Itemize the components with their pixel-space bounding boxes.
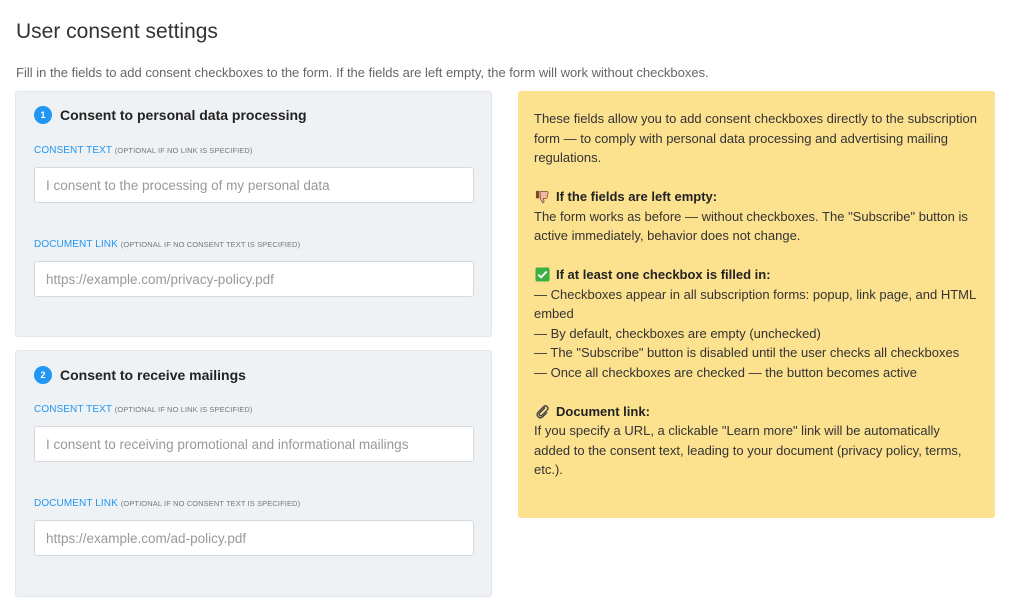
check-mark-icon bbox=[534, 267, 550, 283]
info-empty-title: If the fields are left empty: bbox=[556, 189, 718, 204]
page-title: User consent settings bbox=[16, 20, 218, 43]
optional-hint: (OPTIONAL IF NO CONSENT TEXT IS SPECIFIED) bbox=[120, 499, 301, 508]
section-number-badge: 1 bbox=[34, 106, 52, 124]
info-filled-item: — By default, checkboxes are empty (unchecked) bbox=[534, 325, 821, 341]
thumbs-down-icon bbox=[534, 189, 550, 205]
info-link-title: Document link: bbox=[556, 403, 650, 419]
info-filled-item: — The "Subscribe" button is disabled until the user checks all checkboxes bbox=[534, 345, 960, 360]
info-panel bbox=[518, 91, 995, 518]
info-filled-item: — Checkboxes appear in all subscription forms: popup, link page, and HTML embed bbox=[534, 286, 976, 321]
section-title: Consent to personal data processing bbox=[60, 107, 307, 123]
section-header bbox=[34, 366, 246, 384]
consent-text-input[interactable] bbox=[34, 426, 474, 462]
info-filled-item: — Once all checkboxes are checked — the button becomes active bbox=[534, 364, 917, 380]
consent-section-personal-data bbox=[15, 91, 492, 337]
info-empty-text: The form works as before — without checkboxes. The "Subscribe" button is active immediately, behavior does not change. bbox=[534, 208, 968, 243]
document-link-label: DOCUMENT LINK (OPTIONAL IF NO CONSENT TEXT IS SPECIFIED) bbox=[34, 239, 301, 250]
optional-hint: (OPTIONAL IF NO LINK IS SPECIFIED) bbox=[114, 146, 253, 155]
info-filled-title: If at least one checkbox is filled in: bbox=[556, 267, 771, 282]
document-link-input[interactable] bbox=[34, 520, 474, 556]
info-filled-block bbox=[534, 265, 979, 382]
section-header bbox=[34, 106, 307, 124]
info-link-text: If you specify a URL, a clickable "Learn more" link will be automatically added to the consent text, leading to your document (privacy policy, terms, etc.). bbox=[534, 423, 962, 477]
section-title: Consent to receive mailings bbox=[60, 367, 246, 383]
section-number-badge: 2 bbox=[34, 366, 52, 384]
optional-hint: (OPTIONAL IF NO LINK IS SPECIFIED) bbox=[114, 405, 253, 414]
info-intro: These fields allow you to add consent checkboxes directly to the subscription form — to comply with personal data processing and advertising mailing regulations. bbox=[534, 111, 977, 165]
consent-text-input[interactable] bbox=[34, 167, 474, 203]
consent-section-mailings bbox=[15, 350, 492, 597]
page-subtitle: Fill in the fields to add consent checkboxes to the form. If the fields are left empty, the form will work without checkboxes. bbox=[16, 65, 709, 80]
consent-text-label: CONSENT TEXT (OPTIONAL IF NO LINK IS SPECIFIED) bbox=[34, 145, 253, 156]
info-link-block bbox=[534, 402, 979, 480]
info-empty-block bbox=[534, 187, 979, 246]
paperclip-icon bbox=[534, 403, 550, 419]
document-link-label: DOCUMENT LINK (OPTIONAL IF NO CONSENT TEXT IS SPECIFIED) bbox=[34, 498, 301, 509]
document-link-input[interactable] bbox=[34, 261, 474, 297]
optional-hint: (OPTIONAL IF NO CONSENT TEXT IS SPECIFIED) bbox=[120, 240, 301, 249]
consent-text-label: CONSENT TEXT (OPTIONAL IF NO LINK IS SPECIFIED) bbox=[34, 404, 253, 415]
